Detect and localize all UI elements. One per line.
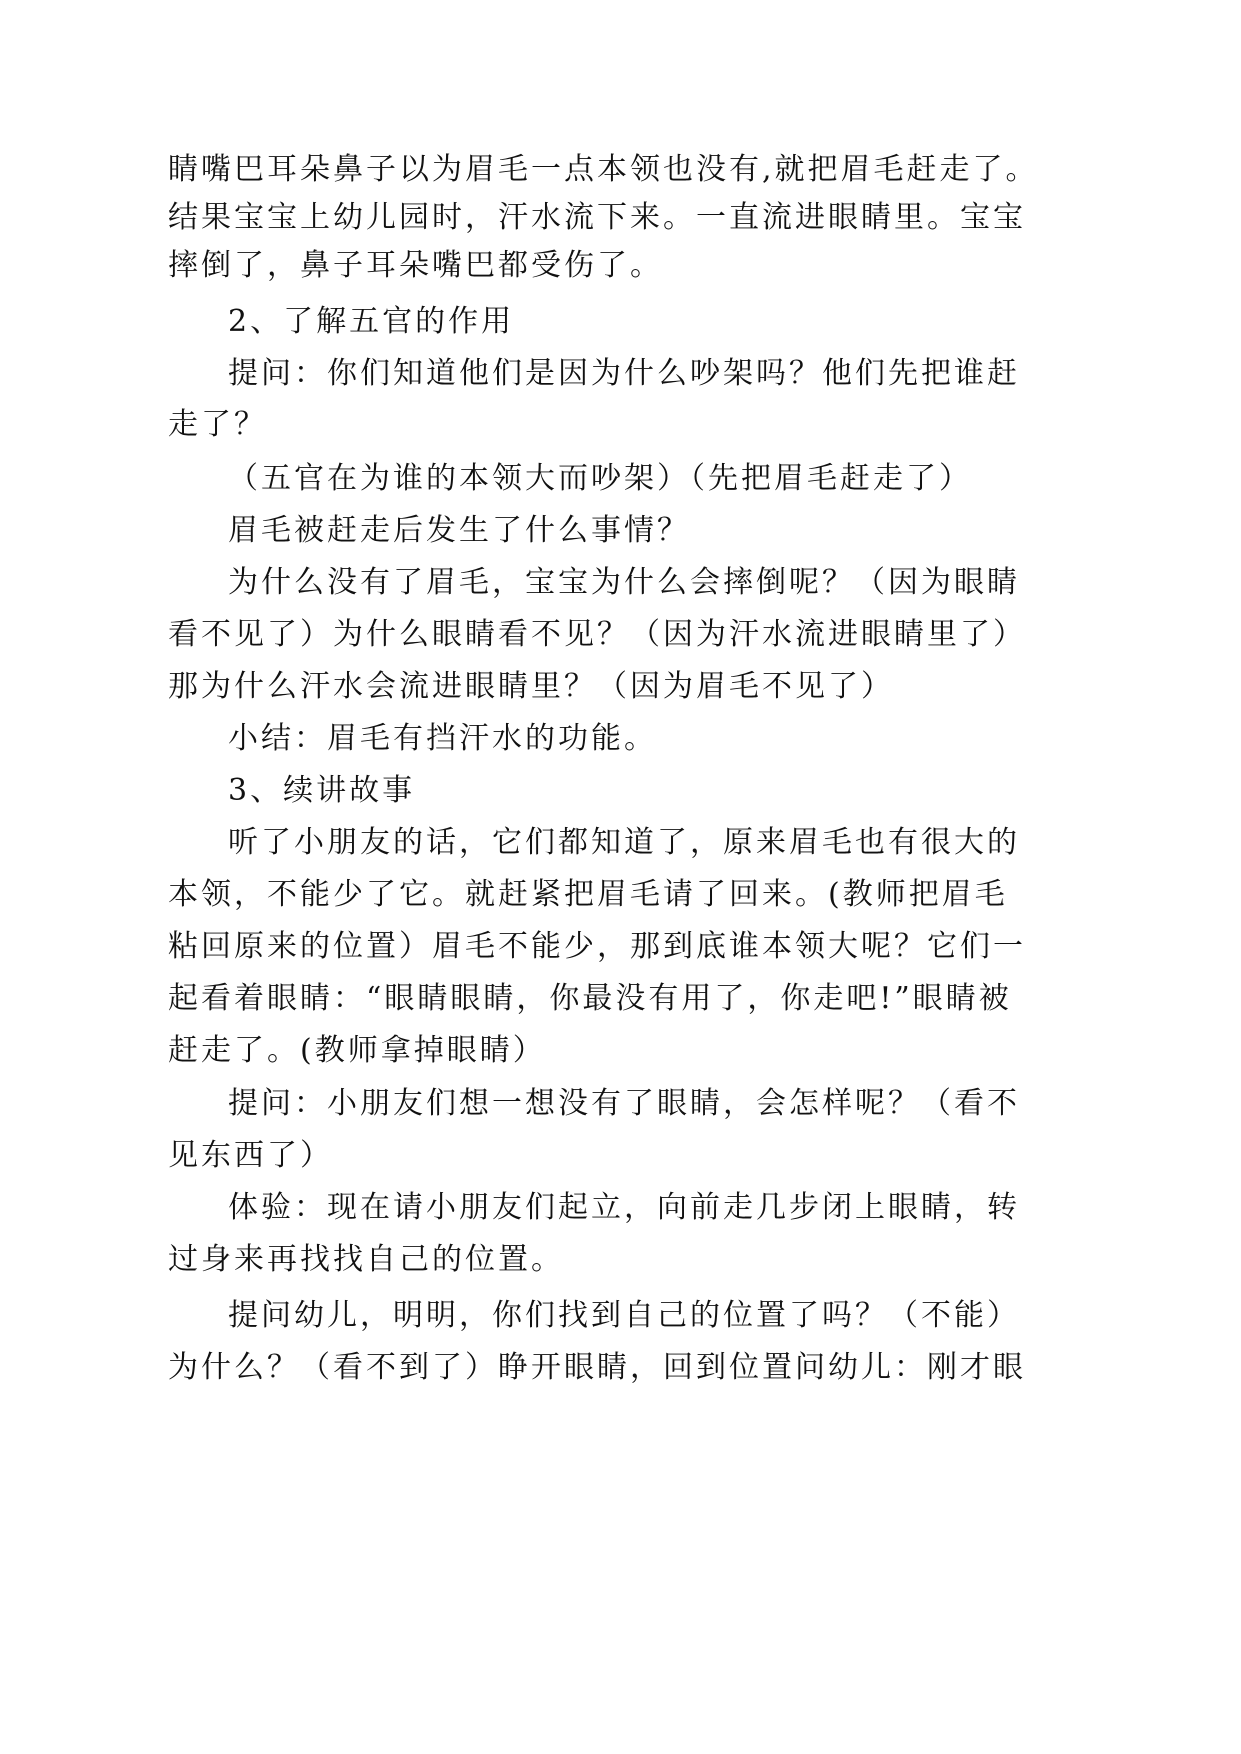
- text-line: 走了？: [168, 407, 267, 442]
- text-line: 摔倒了，鼻子耳朵嘴巴都受伤了。: [168, 248, 663, 283]
- text-line: 提问幼儿，明明，你们找到自己的位置了吗？（不能）: [228, 1298, 1020, 1333]
- text-line: 过身来再找找自己的位置。: [168, 1242, 564, 1277]
- text-line: 赶走了。(教师拿掉眼睛）: [168, 1033, 546, 1068]
- text-line: 为什么？（看不到了）睁开眼睛，回到位置问幼儿：刚才眼: [168, 1350, 1026, 1385]
- text-line: 那为什么汗水会流进眼睛里？（因为眉毛不见了）: [168, 669, 894, 704]
- text-line: 提问：你们知道他们是因为什么吵架吗？他们先把谁赶: [228, 356, 1020, 391]
- text-line: 体验：现在请小朋友们起立，向前走几步闭上眼睛，转: [228, 1190, 1020, 1225]
- text-line: 起看着眼睛：“眼睛眼睛，你最没有用了，你走吧!”眼睛被: [168, 981, 1012, 1016]
- text-line: （五官在为谁的本领大而吵架）（先把眉毛赶走了）: [228, 461, 972, 496]
- text-line: 睛嘴巴耳朵鼻子以为眉毛一点本领也没有,就把眉毛赶走了。: [168, 152, 1039, 187]
- text-line: 小结：眉毛有挡汗水的功能。: [228, 721, 657, 756]
- text-line: 眉毛被赶走后发生了什么事情？: [228, 513, 690, 548]
- text-line: 粘回原来的位置）眉毛不能少，那到底谁本领大呢？它们一: [168, 929, 1026, 964]
- text-line: 本领，不能少了它。就赶紧把眉毛请了回来。(教师把眉毛: [168, 877, 1008, 912]
- section-heading: 2、了解五官的作用: [228, 304, 515, 339]
- text-line: 见东西了）: [168, 1138, 333, 1173]
- text-line: 听了小朋友的话，它们都知道了，原来眉毛也有很大的: [228, 825, 1020, 860]
- text-line: 为什么没有了眉毛，宝宝为什么会摔倒呢？（因为眼睛: [228, 565, 1020, 600]
- section-heading: 3、续讲故事: [228, 773, 416, 808]
- text-line: 提问：小朋友们想一想没有了眼睛，会怎样呢？（看不: [228, 1086, 1020, 1121]
- text-line: 结果宝宝上幼儿园时，汗水流下来。一直流进眼睛里。宝宝: [168, 200, 1026, 235]
- text-line: 看不见了）为什么眼睛看不见？（因为汗水流进眼睛里了）: [168, 617, 1026, 652]
